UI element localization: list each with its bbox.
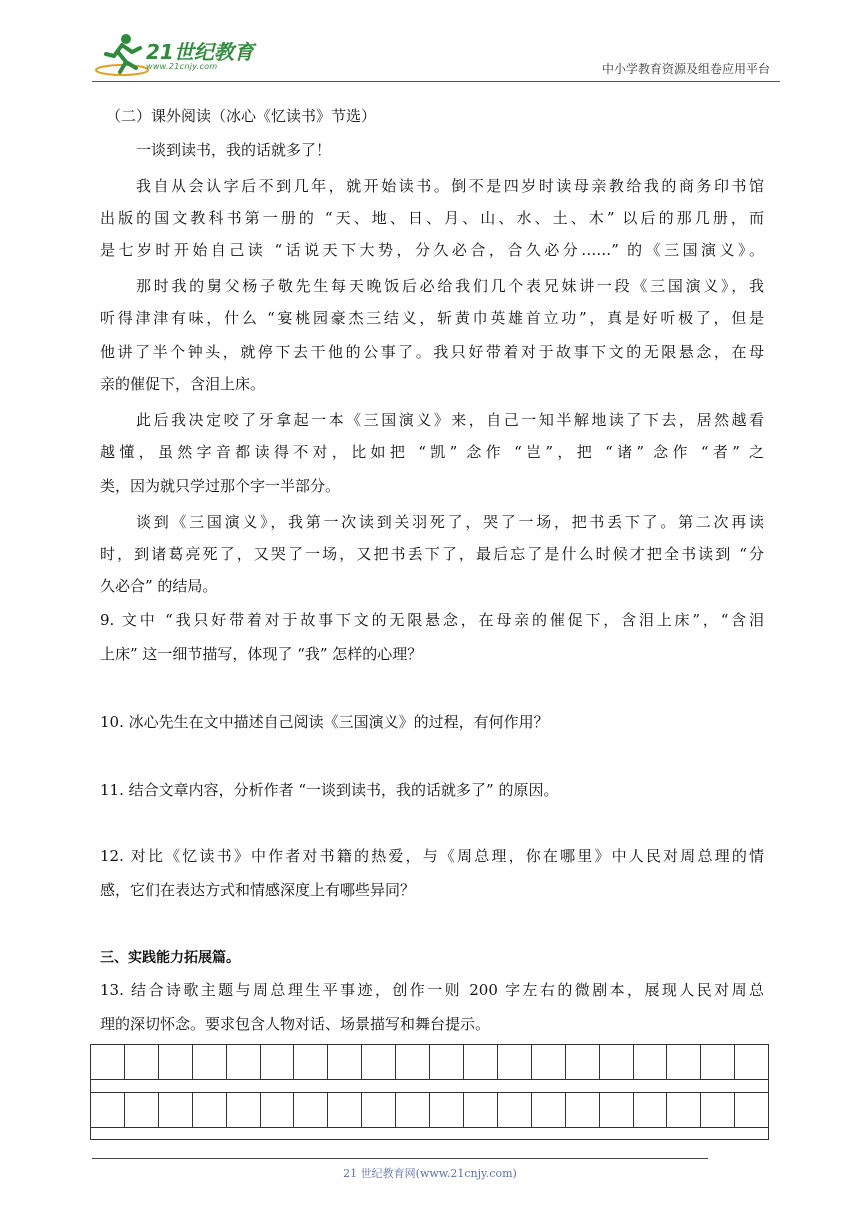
paragraph-line: 越懂，虽然字音都读得不对，比如把 “凯” 念作 “岂”，把 “诸” 念作 “者” 之 [100,443,764,461]
question-12: 12. 对比《忆读书》中作者对书籍的热爱，与《周总理，你在哪里》中人民对周总理的情 [100,847,764,865]
paragraph-line: 谈到《三国演义》，我第一次读到关羽死了，哭了一场，把书丢下了。第二次再读 [136,513,764,531]
grid-cell[interactable] [261,1045,295,1079]
logo-url: www.21cnjy.com [146,62,218,71]
question-9-cont: 上床” 这一细节描写，体现了 “我” 怎样的心理？ [100,645,423,663]
question-12-cont: 感，它们在表达方式和情感深度上有哪些异同？ [100,881,416,899]
grid-cell[interactable] [600,1093,634,1127]
grid-row[interactable] [90,1092,769,1128]
paragraph-line: 久必合” 的结局。 [100,577,218,595]
grid-cell[interactable] [701,1045,735,1079]
grid-cell[interactable] [532,1093,566,1127]
writing-grid[interactable] [90,1044,769,1140]
grid-cell[interactable] [91,1045,125,1079]
grid-cell[interactable] [498,1045,532,1079]
grid-cell[interactable] [430,1045,464,1079]
grid-cell[interactable] [600,1045,634,1079]
grid-row[interactable] [90,1044,769,1080]
paragraph-line: 亲的催促下，含泪上床。 [100,375,266,393]
section-title: （二）课外阅读（冰心《忆读书》节选） [106,107,377,125]
paragraph-line: 听得津津有味，什么 “宴桃园豪杰三结义，斩黄巾英雄首立功”，真是好听极了，但是 [100,309,764,327]
paragraph-line: 那时我的舅父杨子敬先生每天晚饭后必给我们几个表兄妹讲一段《三国演义》，我 [136,277,764,295]
logo-text: 21世纪教育 [146,40,254,64]
question-13: 13. 结合诗歌主题与周总理生平事迹，创作一则 200 字左右的微剧本，展现人民对周总 [100,981,764,999]
grid-cell[interactable] [566,1093,600,1127]
grid-cell[interactable] [634,1045,668,1079]
question-11: 11. 结合文章内容，分析作者 “一谈到读书，我的话就多了” 的原因。 [100,781,559,799]
header-divider [92,81,780,82]
grid-cell[interactable] [498,1093,532,1127]
grid-cell[interactable] [430,1093,464,1127]
grid-cell[interactable] [227,1093,261,1127]
grid-cell[interactable] [566,1045,600,1079]
paragraph-line: 类，因为就只学过那个字一半部分。 [100,477,341,495]
grid-cell[interactable] [667,1093,701,1127]
paragraph-line: 出版的国文教科书第一册的 “天、地、日、月、山、水、土、木” 以后的那几册，而 [100,209,764,227]
paragraph-line: 一谈到读书，我的话就多了！ [136,141,332,159]
grid-cell[interactable] [701,1093,735,1127]
grid-cell[interactable] [328,1045,362,1079]
grid-cell[interactable] [464,1093,498,1127]
grid-cell[interactable] [464,1045,498,1079]
grid-cell[interactable] [362,1093,396,1127]
grid-cell[interactable] [362,1045,396,1079]
grid-cell[interactable] [667,1045,701,1079]
question-9: 9. 文中 “我只好带着对于故事下文的无限悬念，在母亲的催促下，含泪上床”，“含泪 [100,611,764,629]
question-13-cont: 理的深切怀念。要求包含人物对话、场景描写和舞台提示。 [100,1015,491,1033]
grid-cell[interactable] [396,1093,430,1127]
grid-cell[interactable] [294,1093,328,1127]
footer-text: 21 世纪教育网(www.21cnjy.com) [343,1167,517,1180]
page-header [0,0,860,80]
grid-cell[interactable] [328,1093,362,1127]
grid-cell[interactable] [396,1045,430,1079]
paragraph-line: 此后我决定咬了牙拿起一本《三国演义》来，自己一知半解地读了下去，居然越看 [136,411,764,429]
grid-cell[interactable] [159,1093,193,1127]
grid-cell[interactable] [227,1045,261,1079]
grid-cell[interactable] [159,1045,193,1079]
paragraph-line: 是七岁时开始自己读 “话说天下大势，分久必合，合久必分……” 的《三国演义》。 [100,241,764,259]
grid-cell[interactable] [634,1093,668,1127]
grid-spacer [90,1128,769,1140]
paragraph-line: 我自从会认字后不到几年，就开始读书。倒不是四岁时读母亲教给我的商务印书馆 [136,177,764,195]
grid-cell[interactable] [193,1045,227,1079]
platform-label: 中小学教育资源及组卷应用平台 [601,62,770,76]
grid-cell[interactable] [125,1093,159,1127]
question-10: 10. 冰心先生在文中描述自己阅读《三国演义》的过程，有何作用？ [100,713,549,731]
footer-divider [92,1158,708,1159]
section-heading: 三、实践能力拓展篇。 [100,950,240,966]
grid-cell[interactable] [532,1045,566,1079]
grid-cell[interactable] [91,1093,125,1127]
grid-cell[interactable] [125,1045,159,1079]
paragraph-line: 他讲了半个钟头，就停下去干他的公事了。我只好带着对于故事下文的无限悬念，在母 [100,343,764,361]
grid-cell[interactable] [193,1093,227,1127]
paragraph-line: 时，到诸葛亮死了，又哭了一场，又把书丢下了，最后忘了是什么时候才把全书读到 “分 [100,545,764,563]
grid-cell[interactable] [735,1093,768,1127]
grid-cell[interactable] [735,1045,768,1079]
grid-spacer [90,1080,769,1092]
grid-cell[interactable] [294,1045,328,1079]
grid-cell[interactable] [261,1093,295,1127]
